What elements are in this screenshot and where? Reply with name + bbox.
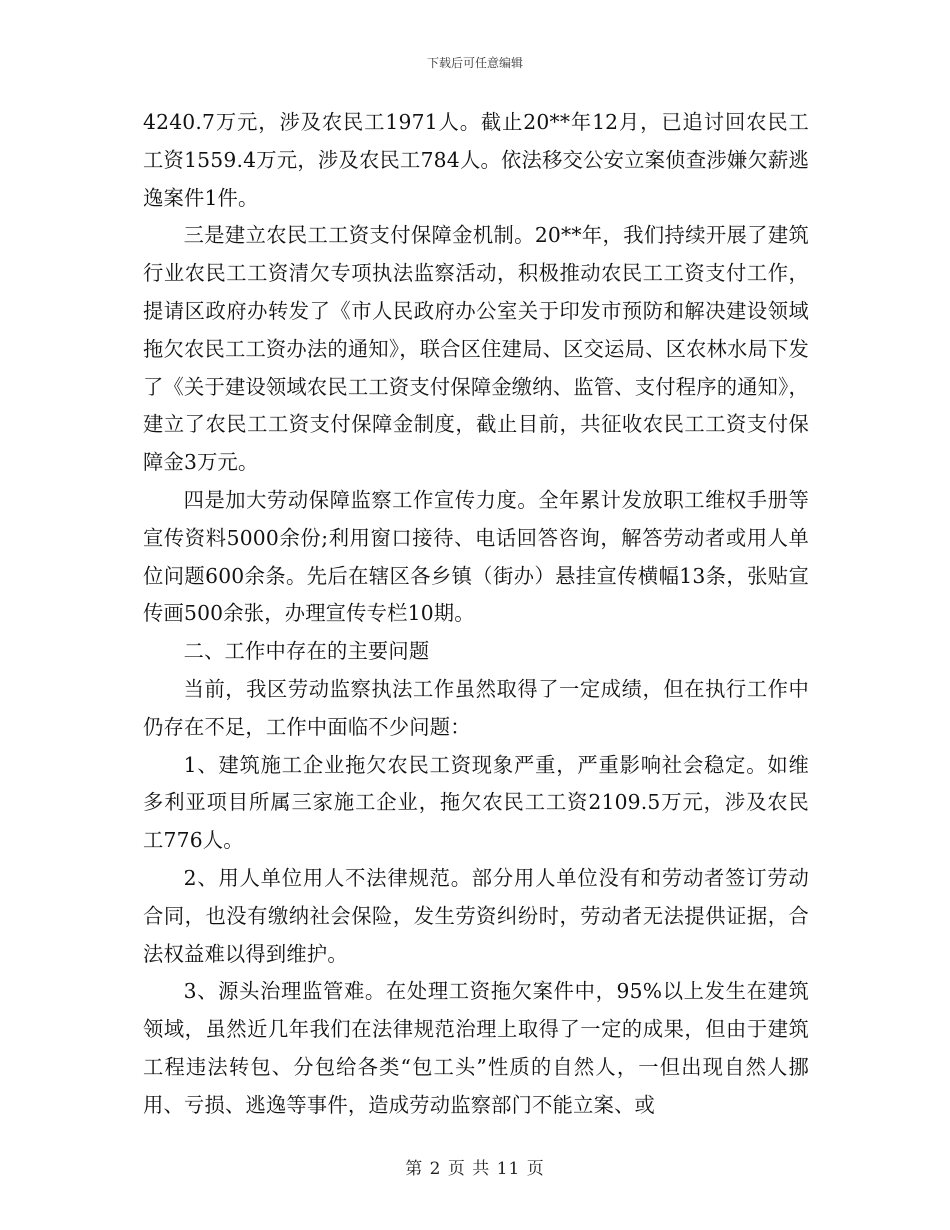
paragraph-1: 4240.7万元，涉及农民工1971人。截止20**年12月，已追讨回农民工工资1559.4万元，涉及农民工784人。依法移交公安立案侦查涉嫌欠薪逃逸案件1件。: [143, 110, 809, 210]
page-number-footer: 第 2 页 共 11 页: [405, 1159, 545, 1179]
page-header-note: 下载后可任意编辑: [426, 56, 523, 70]
paragraph-6: 2、用人单位用人不法律规范。部分用人单位没有和劳动者签订劳动合同，也没有缴纳社会保险，发生劳资纠纷时，劳动者无法提供证据，合法权益难以得到维护。: [143, 865, 809, 966]
paragraph-7: 3、源头治理监管难。在处理工资拖欠案件中，95%以上发生在建筑领域，虽然近几年我们在法律规范治理上取得了一定的成果，但由于建筑工程违法转包、分包给各类“包工头”性质的自然人，一但出现自然人挪用、亏损、逃逸等事件，造成劳动监察部门不能立案、或: [143, 979, 809, 1117]
paragraph-3: 四是加大劳动保障监察工作宣传力度。全年累计发放职工维权手册等宣传资料5000余份;利用窗口接待、电话回答咨询，解答劳动者或用人单位问题600余条。先后在辖区各乡镇（街办）悬挂宣传横幅13条，张贴宣传画500余张，办理宣传专栏10期。: [143, 487, 809, 626]
paragraph-2: 三是建立农民工工资支付保障金机制。20**年，我们持续开展了建筑行业农民工工资清欠专项执法监察活动，积极推动农民工工资支付工作，提请区政府办转发了《市人民政府办公室关于印发市预防和解决建设领域拖欠农民工工资办法的通知》，联合区住建局、区交运局、区农林水局下发了《关于建设领域农民工工资支付保障金缴纳、监管、支付程序的通知》，建立了农民工工资支付保障金制度，截止目前，共征收农民工工资支付保障金3万元。: [143, 223, 809, 475]
document-body: [143, 104, 809, 1125]
paragraph-4: 当前，我区劳动监察执法工作虽然取得了一定成绩，但在执行工作中仍存在不足，工作中面临不少问题：: [143, 676, 809, 739]
section-heading: 二、工作中存在的主要问题: [183, 639, 430, 664]
paragraph-5: 1、建筑施工企业拖欠农民工资现象严重，严重影响社会稳定。如维多利亚项目所属三家施工企业，拖欠农民工工资2109.5万元，涉及农民工776人。: [143, 752, 809, 853]
